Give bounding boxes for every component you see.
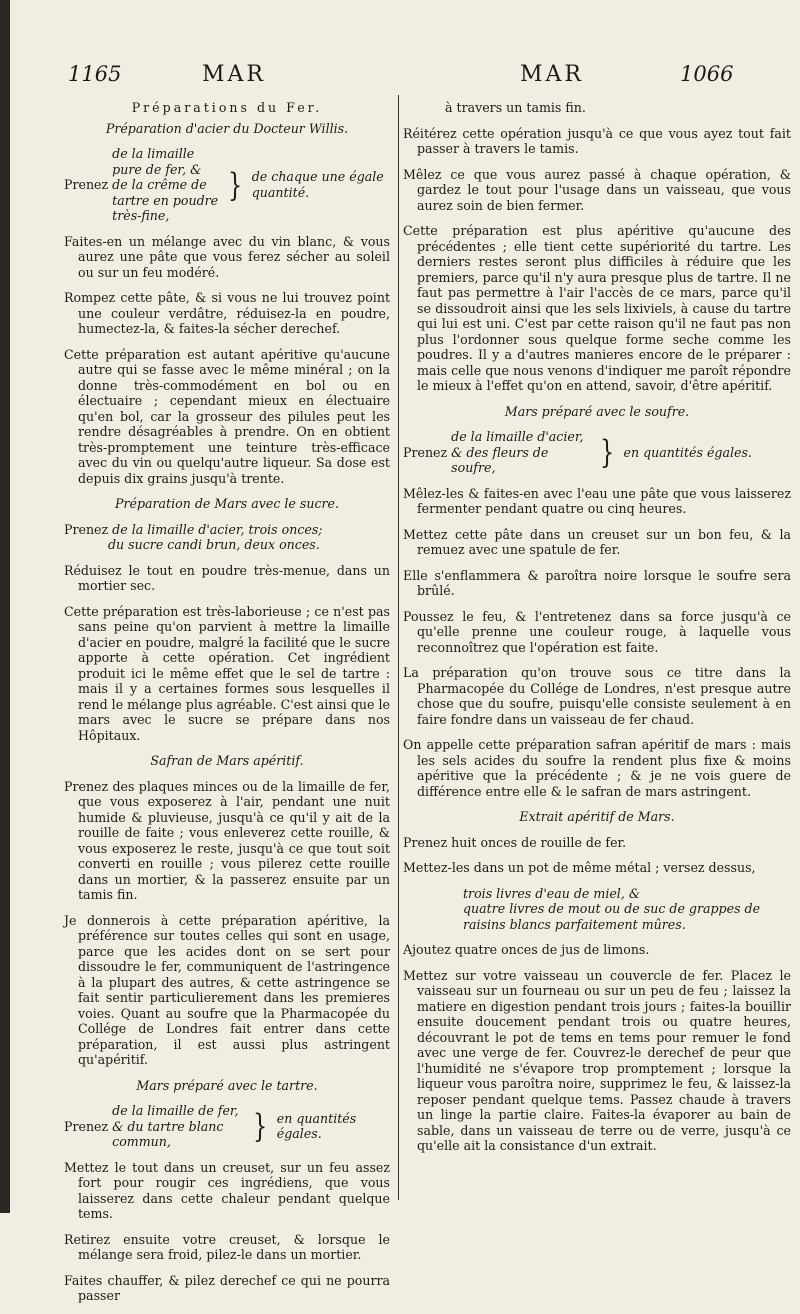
recipe-title: Extrait apéritif de Mars.	[519, 809, 675, 824]
ingredient-list: de la limaille de fer, & du tartre blanc commun,	[112, 1103, 239, 1149]
running-head-right: MAR	[520, 62, 584, 87]
paragraph: Mettez le tout dans un creuset, sur un feu assez fort pour rougir ces ingrédiens, que vous laisserez dans cette chaleur pendant quelque tems.	[64, 1159, 390, 1221]
page-number-left: 1165	[68, 62, 122, 86]
ingredient-line: du sucre candi brun, deux onces.	[108, 537, 320, 552]
column-divider	[398, 95, 399, 1200]
prescription-word: Prenez	[403, 444, 448, 460]
recipe-ingredients	[64, 146, 390, 224]
ingredient-list: de la limaille pure de fer, & de la crême de tartre en poudre très-fine,	[112, 146, 219, 223]
paragraph: Rompez cette pâte, & si vous ne lui trouvez point une couleur verdâtre, réduisez-la en poudre, humectez-la, & faites-la sécher derechef.	[64, 290, 390, 336]
recipe-title: Préparation d'acier du Docteur Willis.	[105, 120, 349, 136]
recipe-title: Safran de Mars apéritif.	[150, 753, 304, 768]
quantity-note: de chaque une égale quantité.	[251, 169, 384, 200]
paragraph: Cette préparation est autant apéritive qu'aucune autre qui se fasse avec le même minéral ; on la donne très-commodément en bol ou en électuaire ; cependant mieux en électuaire qu'en bol, car la grosseur des pilules peut les rendre désagréables à prendre. On en obtient très-promptement une teinture très-efficace avec du vin ou quelqu'autre liqueur. Sa dose est depuis dix grains jusqu'à trente.	[64, 346, 390, 486]
prescription-word: Prenez	[64, 177, 109, 192]
recipe-title: Mars préparé avec le soufre.	[504, 403, 690, 419]
paragraph: Prenez huit onces de rouille de fer.	[403, 834, 627, 850]
paragraph: Réduisez le tout en poudre très-menue, dans un mortier sec.	[64, 562, 390, 593]
recipe-title: Mars préparé avec le tartre.	[136, 1077, 318, 1093]
paragraph: Cette préparation est plus apéritive qu'aucune des précédentes ; elle tient cette supériorité du tartre. Les derniers restes seront plus difficiles à réduire que les premiers, parce qu'il n'y aura presque plus de tartre. Il ne faut pas permettre à l'air l'accès de ce mars, parce qu'il se dissoudroit ainsi que les sels lixiviels, à cause du tartre qui lui est uni. C'est par cette raison qu'il ne faut pas non plus l'ordonner sous quelque forme seche comme les poudres. Il y a d'autres manieres encore de le préparer : mais celle que nous venons d'indiquer me paroît répondre le mieux à l'effet qu'on en attend, savoir, d'être apéritif.	[403, 223, 791, 393]
paragraph: Ajoutez quatre onces de jus de limons.	[403, 942, 650, 957]
left-column	[64, 100, 390, 1314]
paragraph: Retirez ensuite votre creuset, & lorsque le mélange sera froid, pilez-le dans un mortier.	[64, 1231, 390, 1262]
recipe-ingredients	[64, 1103, 390, 1150]
paragraph: Réitérez cette opération jusqu'à ce que vous ayez tout fait passer à travers le tamis.	[403, 125, 791, 156]
recipe-ingredients	[64, 522, 390, 553]
paragraph: Mêlez ce que vous aurez passé à chaque opération, & gardez le tout pour l'usage dans un vaisseau, que vous aurez soin de bien fermer.	[403, 166, 791, 213]
paragraph: Cette préparation est très-laborieuse ; ce n'est pas sans peine qu'on parvient à mettre la limaille d'acier en poudre, malgré la facilité que le sucre apporte à cette opération. Cet ingrédient produit ici le même effet que le sel de tartre : mais il y a certaines formes sous lesquelles il rend le mélange plus agréable. C'est ainsi que le mars avec le sucre se prépare dans nos Hôpitaux.	[64, 603, 390, 743]
recipe-ingredients	[403, 429, 791, 476]
running-head-left: MAR	[202, 62, 266, 87]
paragraph: Mettez cette pâte dans un creuset sur un bon feu, & la remuez avec une spatule de fer.	[403, 526, 791, 557]
prescription-word: Prenez	[64, 1118, 109, 1134]
paragraph: Mettez-les dans un pot de même métal ; versez dessus,	[403, 860, 756, 875]
paragraph: Mêlez-les & faites-en avec l'eau une pâte que vous laisserez fermenter pendant quatre ou cinq heures.	[403, 485, 791, 516]
paragraph: Mettez sur votre vaisseau un couvercle de fer. Placez le vaisseau sur un fourneau ou sur un peu de feu ; laissez la matiere en digestion pendant trois jours ; faites-la bouillir ensuite doucement pendant trois ou quatre heures, découvrant le pot de tems en tems pour remuer le fond avec une verge de fer. Couvrez-le derechef de peur que l'humidité ne s'évapore trop promptement ; lorsque la liqueur vous paroîtra noire, supprimez le feu, & laissez-la reposer pendant quelque tems. Passez chaude à travers un linge la partie claire. Faites-la évaporer au bain de sable, dans un vaisseau de terre ou de verre, jusqu'à ce qu'elle ait la consistance d'un extrait.	[403, 967, 791, 1153]
page-number-right: 1066	[680, 62, 734, 86]
paragraph: Poussez le feu, & l'entretenez dans sa force jusqu'à ce qu'elle prenne une couleur rouge, à laquelle vous reconnoîtrez que l'opération est faite.	[403, 608, 791, 655]
paragraph: On appelle cette préparation safran apéritif de mars : mais les sels acides du soufre la rendent plus fixe & moins apéritive que la précédente ; & je ne vois guere de différence entre elle & le safran de mars astringent.	[403, 737, 791, 799]
paragraph: Prenez des plaques minces ou de la limaille de fer, que vous exposerez à l'air, pendant une nuit humide & pluvieuse, jusqu'à ce qu'il y ait de la rouille de faite ; vous enleverez cette rouille, & vous exposerez le reste, jusqu'à ce que tout soit converti en rouille ; vous pilerez cette rouille dans un mortier, & la passerez ensuite par un tamis fin.	[64, 778, 390, 902]
ingredient-list: de la limaille d'acier, & des fleurs de soufre,	[451, 429, 584, 475]
paragraph: La préparation qu'on trouve sous ce titre dans la Pharmacopée du Collége de Londres, n'est presque autre chose que du soufre, puisqu'elle consiste seulement à en faire fondre dans un vaisseau de fer chaud.	[403, 665, 791, 727]
brace: }	[600, 433, 615, 472]
ingredient-line: trois livres d'eau de miel, &	[463, 885, 641, 901]
paragraph: à travers un tamis fin.	[445, 100, 586, 115]
quantity-note: en quantités égales.	[276, 1110, 357, 1142]
section-title: Préparations du Fer.	[131, 100, 323, 115]
paragraph: Faites chauffer, & pilez derechef ce qui ne pourra passer	[64, 1272, 390, 1303]
paragraph: Elle s'enflammera & paroîtra noire lorsque le soufre sera brûlé.	[403, 567, 791, 598]
brace: }	[228, 165, 243, 204]
prescription-word: Prenez	[64, 521, 109, 537]
brace: }	[253, 1107, 268, 1146]
ingredient-line: quatre livres de mout ou de suc de grappes de raisins blancs parfaitement mûres.	[463, 901, 761, 932]
ingredient-line: de la limaille d'acier, trois onces;	[112, 521, 323, 537]
paragraph: Faites-en un mélange avec du vin blanc, & vous aurez une pâte que vous ferez sécher au soleil ou sur un feu modéré.	[64, 233, 390, 280]
right-column	[403, 100, 791, 1164]
recipe-title: Préparation de Mars avec le sucre.	[115, 496, 339, 511]
paragraph: Je donnerois à cette préparation apéritive, la préférence sur toutes celles qui sont en usage, parce que les acides dont on se sert pour dissoudre le fer, communiquent de l'astringence à la plupart des autres, & cette astringence se fait sentir particulierement dans les premieres voies. Quant au soufre que la Pharmacopée du Collége de Londres fait entrer dans cette préparation, il est aussi plus astringent qu'apéritif.	[64, 912, 390, 1067]
binding-gutter	[0, 0, 10, 1213]
quantity-note: en quantités égales.	[623, 444, 752, 460]
